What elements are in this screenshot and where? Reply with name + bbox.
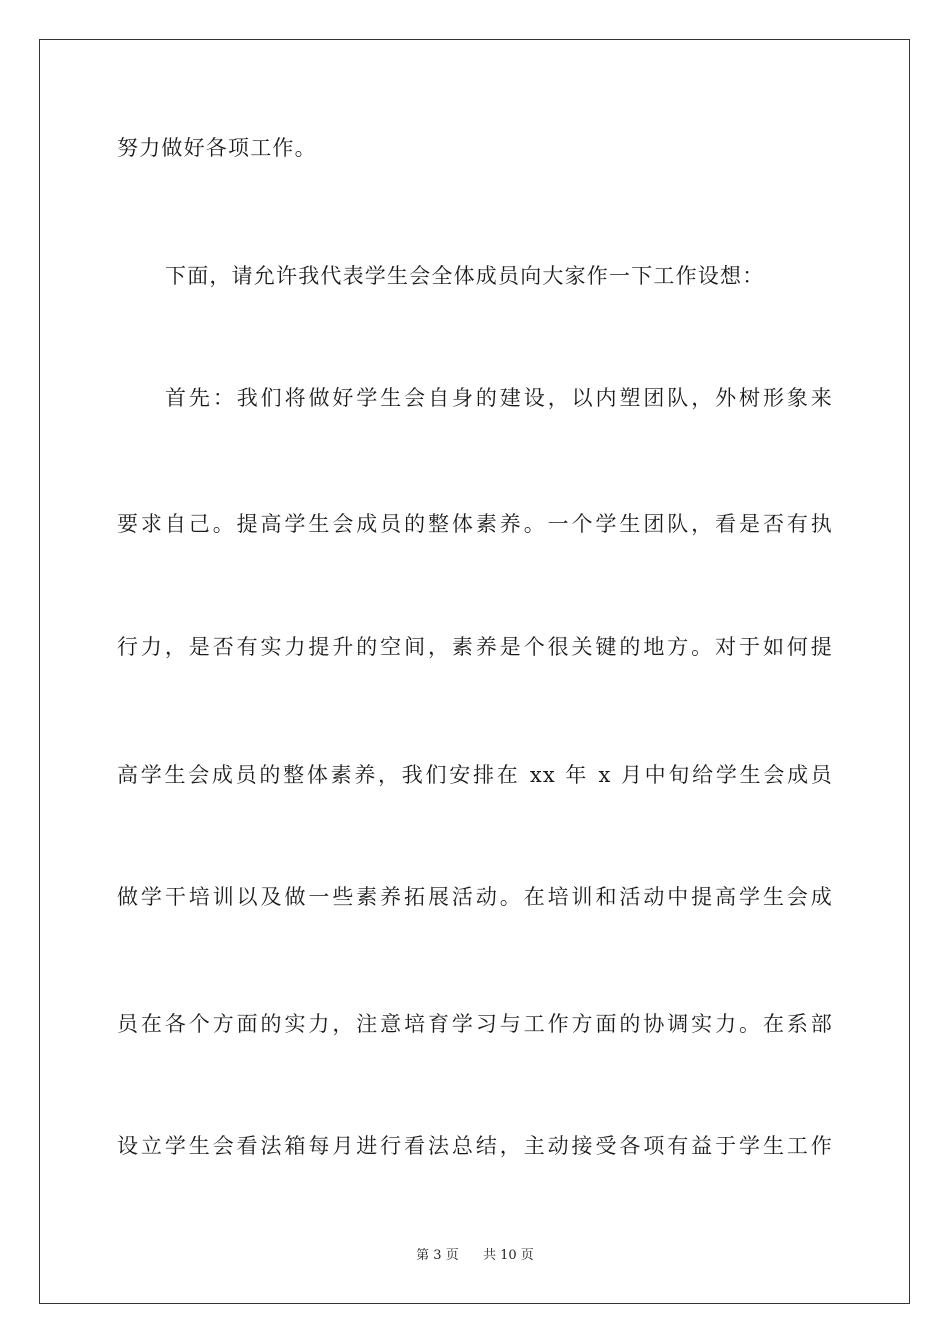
paragraph-line-2: 下面，请允许我代表学生会全体成员向大家作一下工作设想：	[165, 264, 765, 288]
paragraph-line-8: 员在各个方面的实力，注意培育学习与工作方面的协调实力。在系部	[117, 1012, 833, 1036]
paragraph-line-7: 做学干培训以及做一些素养拓展活动。在培训和活动中提高学生会成	[117, 885, 833, 909]
paragraph-line-9: 设立学生会看法箱每月进行看法总结，主动接受各项有益于学生工作	[117, 1134, 833, 1158]
paragraph-line-4: 要求自己。提高学生会成员的整体素养。一个学生团队，看是否有执	[117, 512, 833, 536]
paragraph-line-5: 行力，是否有实力提升的空间，素养是个很关键的地方。对于如何提	[117, 635, 833, 659]
page-number: 第 3 页	[416, 1248, 459, 1263]
paragraph-line-3: 首先：我们将做好学生会自身的建设，以内塑团队，外树形象来	[165, 386, 833, 410]
page-total: 共 10 页	[483, 1248, 534, 1263]
page-border	[39, 39, 910, 1304]
page-footer	[0, 1247, 950, 1265]
paragraph-line-6: 高学生会成员的整体素养，我们安排在 xx 年 x 月中旬给学生会成员	[117, 763, 833, 787]
paragraph-line-1: 努力做好各项工作。	[117, 136, 317, 160]
